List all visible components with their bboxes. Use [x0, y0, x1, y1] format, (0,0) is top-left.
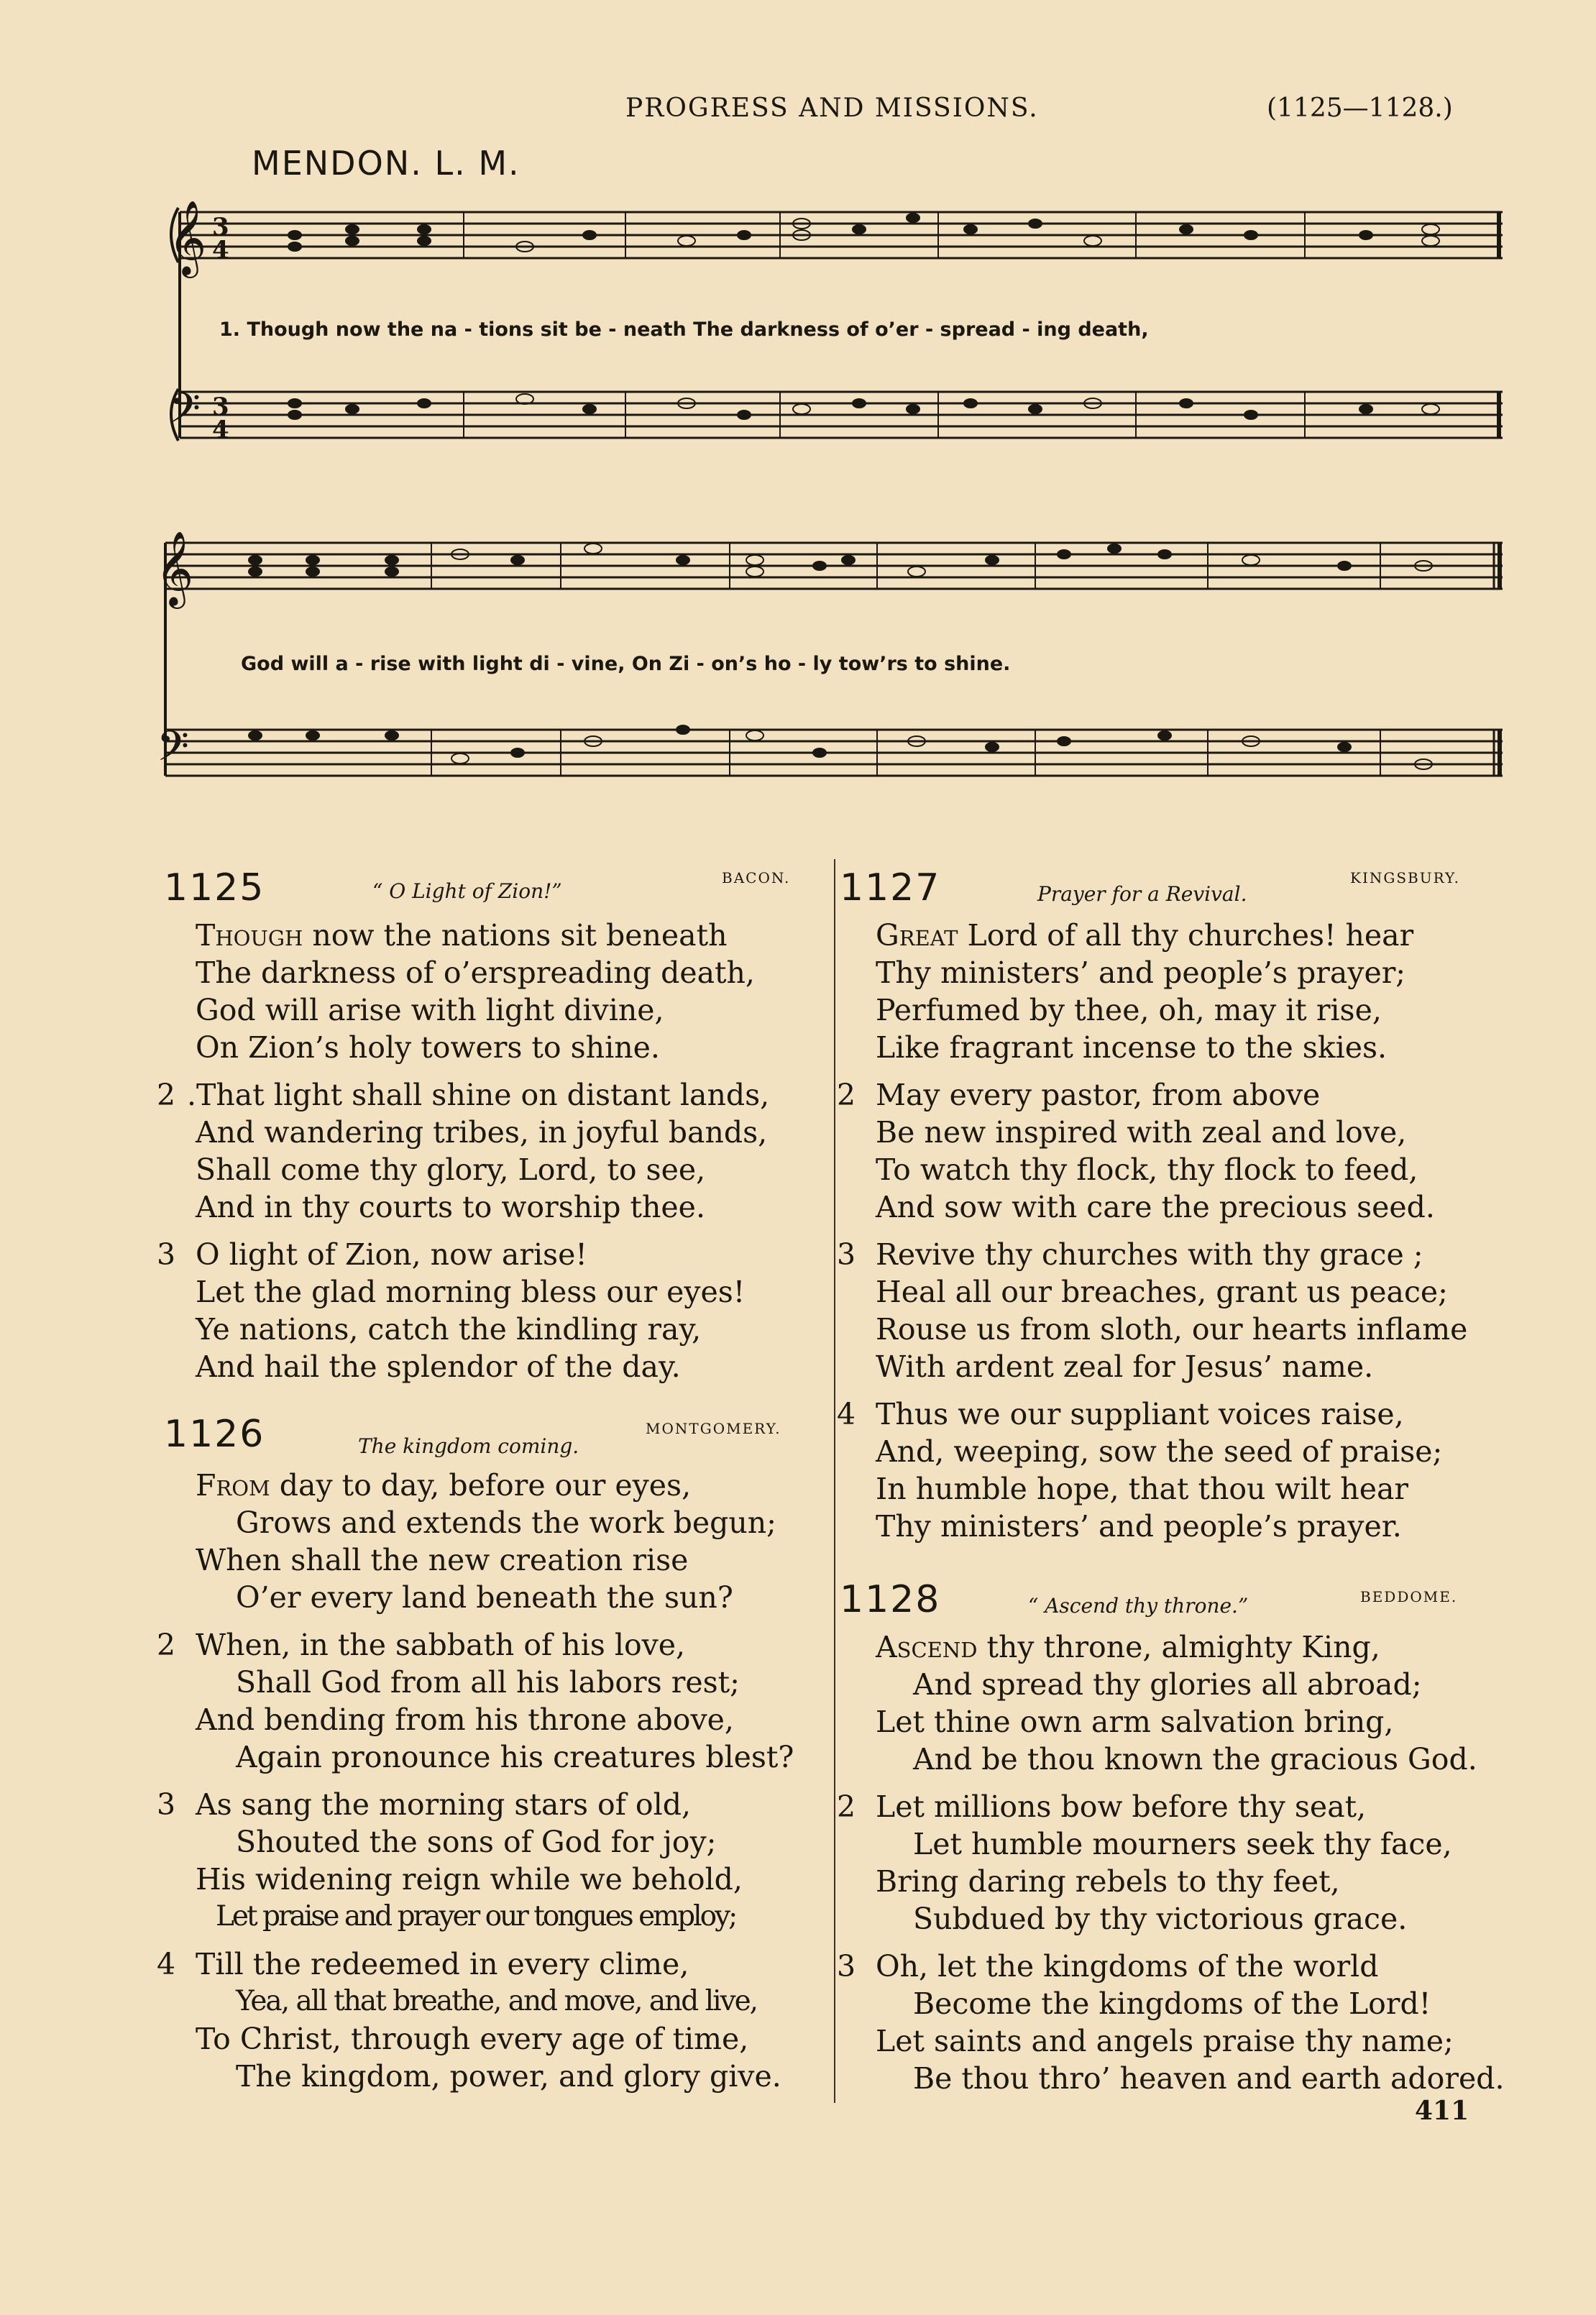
hymn-heading-1125 — [164, 866, 804, 909]
verse-line: Rouse us from sloth, our hearts inflame — [876, 1312, 1468, 1347]
hymn-number: 1128 — [840, 1578, 941, 1621]
verse-number: 2 — [837, 1078, 856, 1112]
hymn-number: 1126 — [164, 1413, 265, 1456]
verse-number: 2 — [157, 1078, 176, 1112]
svg-text:3: 3 — [212, 213, 229, 242]
verse-line: To Christ, through every age of time, — [196, 2022, 749, 2056]
verse-line: With ardent zeal for Jesus’ name. — [876, 1349, 1374, 1384]
verse-line: Be thou thro’ heaven and earth adored. — [913, 2061, 1505, 2096]
verse-line: And wandering tribes, in joyful bands, — [196, 1115, 768, 1150]
verse-number: 2 — [837, 1789, 856, 1824]
verse-line: Oh, let the kingdoms of the world — [876, 1949, 1379, 1984]
hymn-heading-1127 — [840, 866, 1480, 909]
lyrics-line-1: 1. Though now the na - tions sit be - neath The darkness of o’er - spread - ing death, — [219, 318, 1149, 341]
verse-line: Perfumed by thee, oh, may it rise, — [876, 993, 1382, 1027]
verse-line: Like fragrant incense to the skies. — [876, 1030, 1388, 1065]
verse-line: His widening reign while we behold, — [196, 1862, 743, 1897]
verse-line: Revive thy churches with thy grace ; — [876, 1237, 1423, 1272]
hymn-subtitle: Prayer for a Revival. — [1037, 882, 1247, 906]
verse-line: Again pronounce his creatures blest? — [236, 1740, 794, 1774]
verse-line: Let humble mourners seek thy face, — [913, 1827, 1452, 1861]
verse-line: When shall the new creation rise — [196, 1543, 689, 1577]
verse-number: 2 — [157, 1628, 176, 1662]
verse-line: God will arise with light divine, — [196, 993, 664, 1027]
verse-line: Let the glad morning bless our eyes! — [196, 1275, 746, 1309]
verse-line: And, weeping, sow the seed of praise; — [876, 1434, 1443, 1469]
hymn-subtitle: “ O Light of Zion!” — [372, 879, 562, 903]
verse-line: Let thine own arm salvation bring, — [876, 1705, 1394, 1739]
hymn-subtitle: The kingdom coming. — [358, 1434, 579, 1458]
verse-line: And hail the splendor of the day. — [196, 1349, 681, 1384]
verse-line: In humble hope, that thou wilt hear — [876, 1472, 1409, 1506]
verse-line: On Zion’s holy towers to shine. — [196, 1030, 660, 1065]
verse-line: And sow with care the precious seed. — [876, 1190, 1435, 1224]
verse-line: Become the kingdoms of the Lord! — [913, 1986, 1431, 2021]
bass-clef-icon: 𝄢 — [157, 722, 190, 781]
page-number: 411 — [1415, 2096, 1469, 2126]
hymn-author: BEDDOME. — [1360, 1588, 1458, 1605]
verse-line: .That light shall shine on distant lands, — [187, 1078, 770, 1112]
verse-line: And bending from his throne above, — [196, 1702, 734, 1737]
verse-line: The darkness of o’erspreading death, — [196, 955, 755, 990]
verse-line: May every pastor, from above — [876, 1078, 1321, 1112]
hymn-heading-1128 — [840, 1578, 1480, 1621]
verse-line: To watch thy flock, thy flock to feed, — [876, 1152, 1418, 1187]
verse-line: Let praise and prayer our tongues employ; — [216, 1900, 736, 1933]
verse-line: Thus we our suppliant voices raise, — [876, 1397, 1404, 1431]
hymn-author: MONTGOMERY. — [646, 1420, 781, 1437]
tune-title: MENDON. L. M. — [252, 144, 520, 183]
verse-line: And spread thy glories all abroad; — [913, 1667, 1422, 1702]
hymn-number: 1127 — [840, 866, 941, 909]
svg-text:3: 3 — [212, 393, 229, 421]
lyrics-line-2: God will a - rise with light di - vine, On Zi - on’s ho - ly tow’rs to shine. — [241, 653, 1011, 675]
verse-line: Thy ministers’ and people’s prayer; — [876, 955, 1406, 990]
verse-line: As sang the morning stars of old, — [196, 1787, 691, 1822]
verse-number: 3 — [837, 1949, 856, 1984]
verse-line: Let millions bow before thy seat, — [876, 1789, 1367, 1824]
verse-line: Be new inspired with zeal and love, — [876, 1115, 1407, 1150]
verse-line: Shall come thy glory, Lord, to see, — [196, 1152, 706, 1187]
hymn-author: BACON. — [722, 869, 791, 886]
verse-line: Ascend thy throne, almighty King, — [876, 1630, 1380, 1664]
notes — [288, 214, 1439, 419]
verse-line: Subdued by thy victorious grace. — [913, 1902, 1408, 1936]
svg-text:4: 4 — [212, 236, 229, 265]
verse-line: The kingdom, power, and glory give. — [236, 2059, 781, 2094]
svg-text:4: 4 — [212, 416, 229, 444]
verse-number: 3 — [157, 1787, 176, 1822]
verse-line: Grows and extends the work begun; — [236, 1505, 776, 1540]
hymn-range: (1125—1128.) — [1267, 93, 1453, 123]
verse-line: Shall God from all his labors rest; — [236, 1665, 740, 1700]
verse-number: 4 — [157, 1947, 176, 1981]
verse-line: And in thy courts to worship thee. — [196, 1190, 705, 1224]
verse-line: Till the redeemed in every clime, — [196, 1947, 689, 1981]
verse-line: Heal all our breaches, grant us peace; — [876, 1275, 1448, 1309]
verse-line: Ye nations, catch the kindling ray, — [196, 1312, 702, 1347]
verse-line: Let saints and angels praise thy name; — [876, 2024, 1454, 2058]
verse-line: Thy ministers’ and people’s prayer. — [876, 1509, 1402, 1544]
hymn-author: KINGSBURY. — [1350, 869, 1460, 886]
running-head: PROGRESS AND MISSIONS. — [625, 93, 1039, 123]
verse-line: Shouted the sons of God for joy; — [236, 1825, 717, 1859]
treble-clef-icon: 𝄞 — [155, 531, 194, 606]
treble-clef-icon: 𝄞 — [168, 200, 207, 275]
verse-number: 3 — [157, 1237, 176, 1272]
verse-line: Great Lord of all thy churches! hear — [876, 918, 1414, 953]
verse-number: 4 — [837, 1397, 856, 1431]
column-divider — [834, 859, 835, 2103]
verse-line: When, in the sabbath of his love, — [196, 1628, 686, 1662]
verse-line: And be thou known the gracious God. — [913, 1742, 1477, 1777]
verse-line: Bring daring rebels to thy feet, — [876, 1864, 1340, 1899]
hymn-subtitle: “ Ascend thy throne.” — [1028, 1594, 1249, 1618]
verse-line: From day to day, before our eyes, — [196, 1468, 692, 1503]
bass-clef-icon: 𝄢 — [168, 384, 201, 443]
hymn-number: 1125 — [164, 866, 265, 909]
verse-number: 3 — [837, 1237, 856, 1272]
hymn-heading-1126 — [164, 1413, 804, 1456]
verse-line: O light of Zion, now arise! — [196, 1237, 587, 1272]
verse-line: Though now the nations sit beneath — [196, 918, 728, 953]
music-system-1 — [158, 191, 1503, 492]
verse-line: Yea, all that breathe, and move, and live, — [236, 1985, 758, 2017]
verse-line: O’er every land beneath the sun? — [236, 1580, 733, 1615]
